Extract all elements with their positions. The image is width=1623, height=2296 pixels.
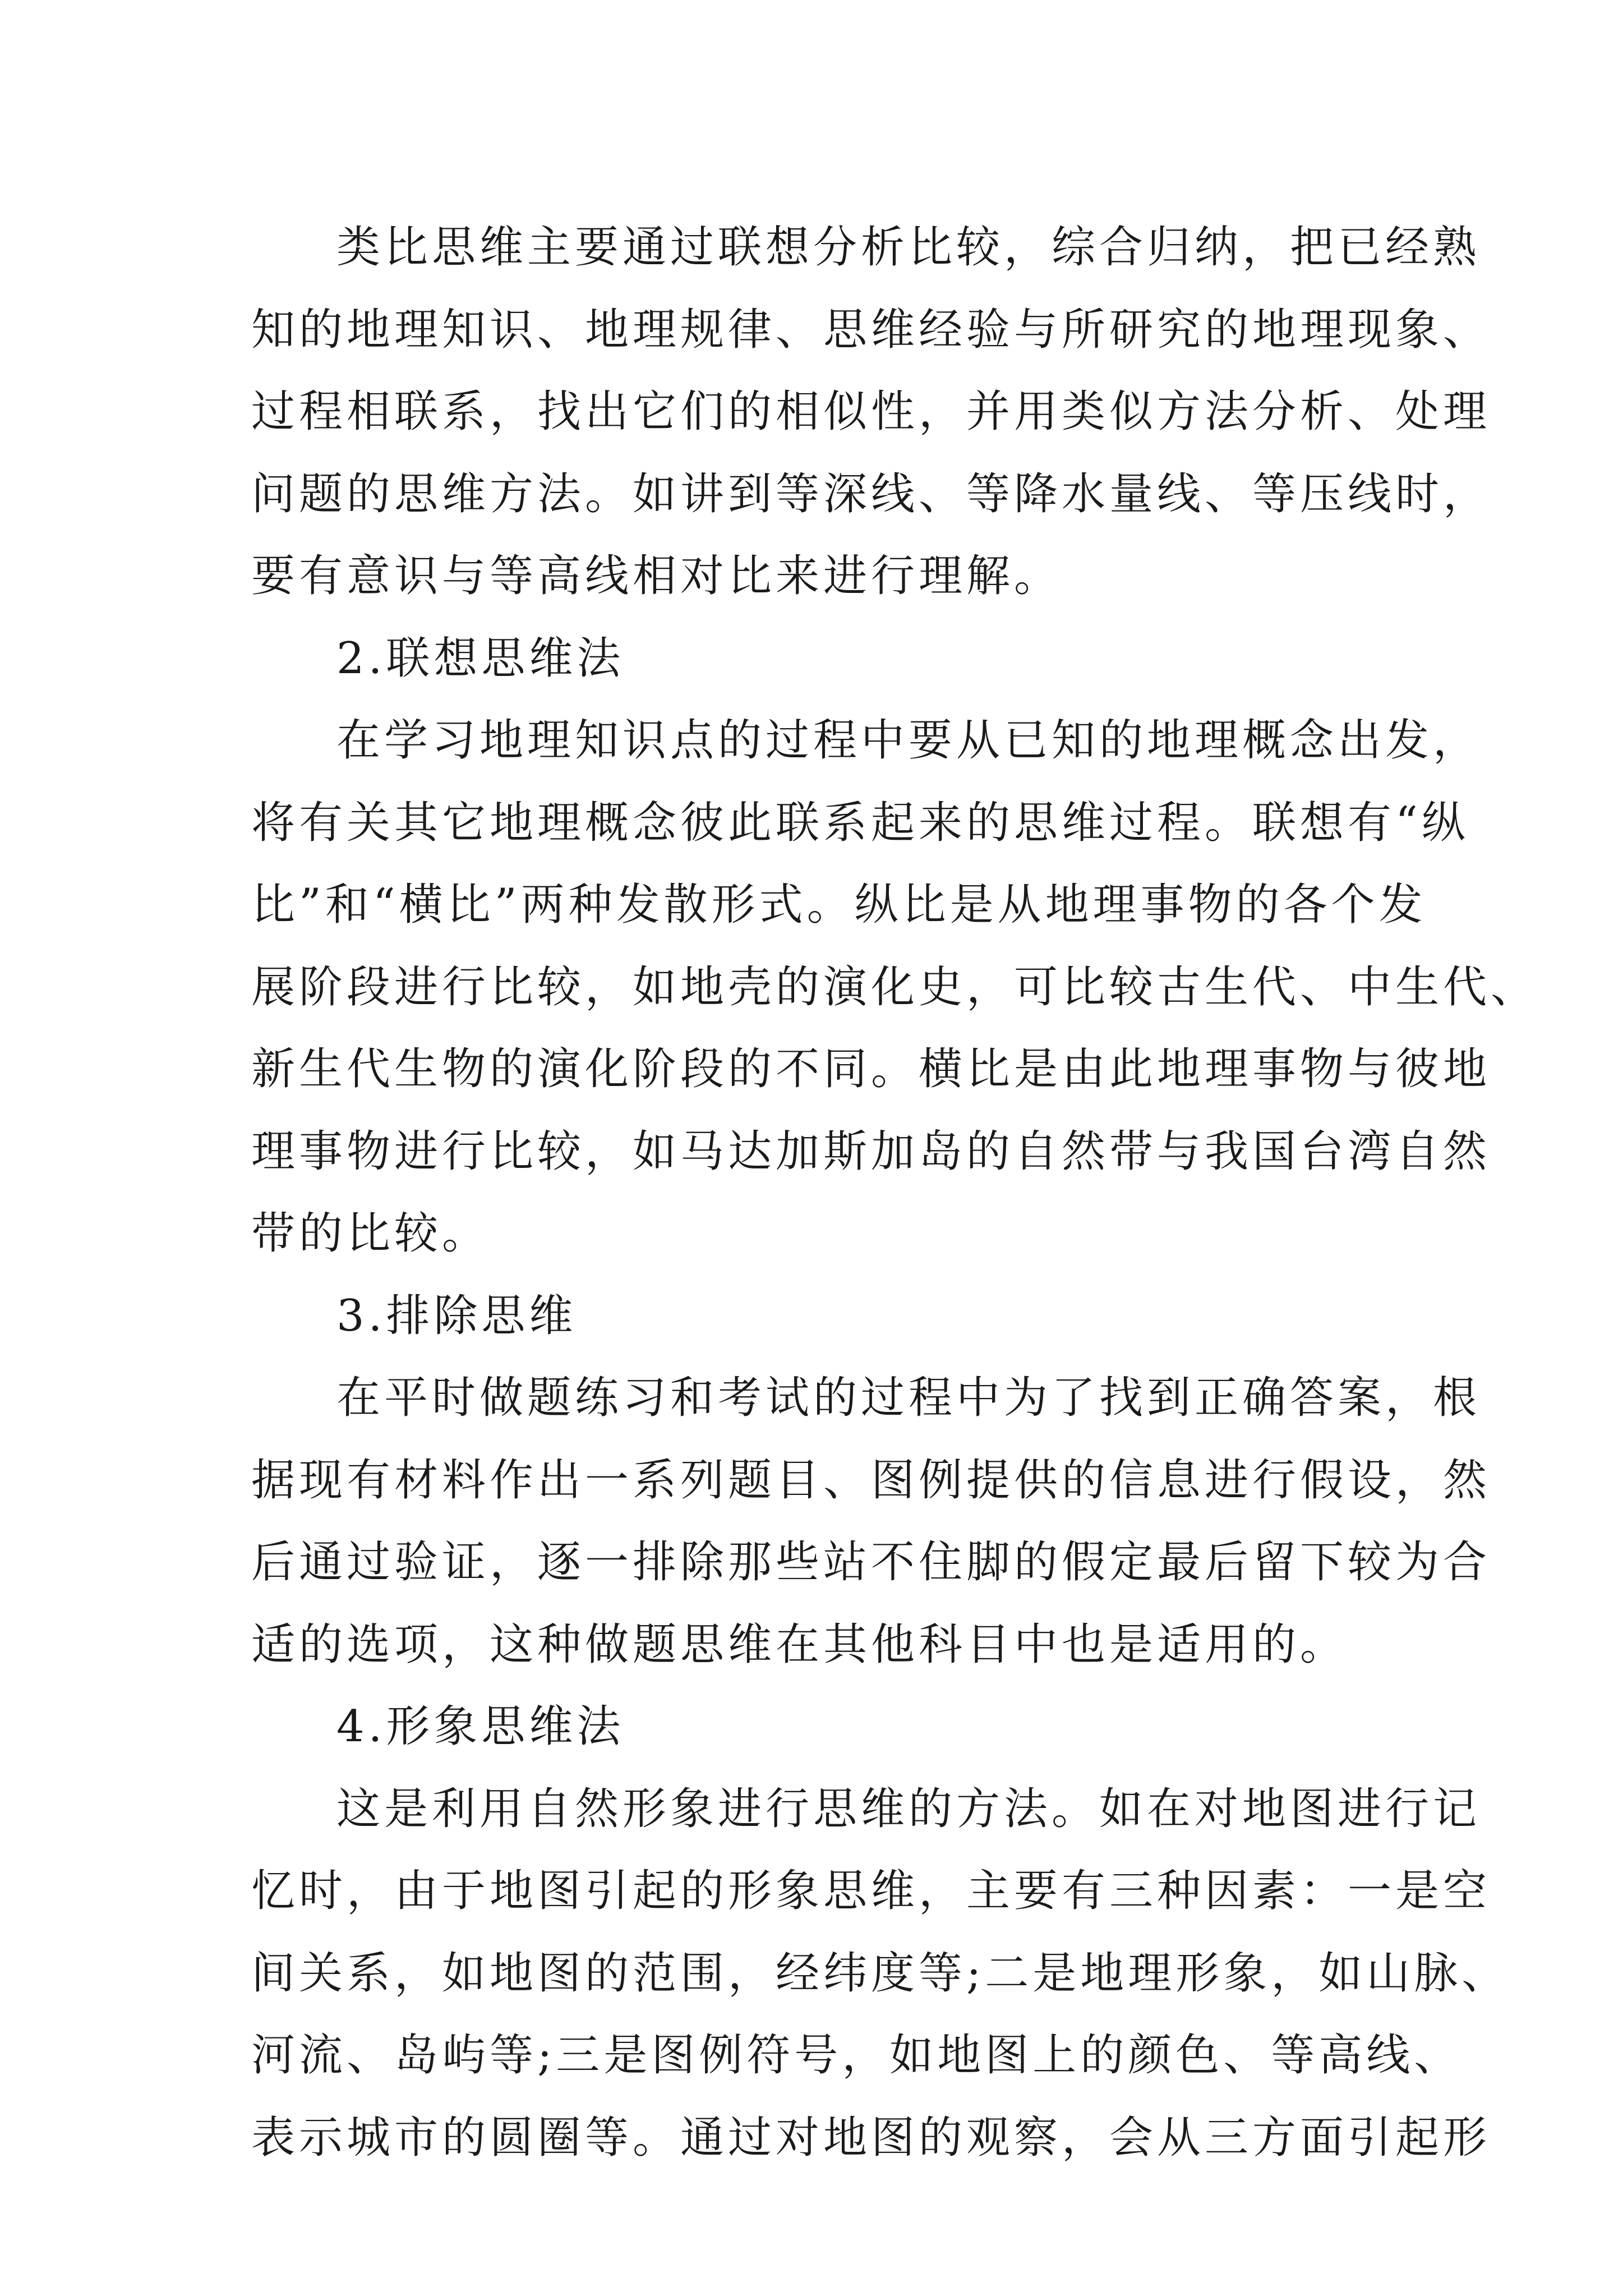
text-line: 要有意识与等高线相对比来进行理解。 bbox=[251, 551, 1062, 601]
text-line: 后通过验证，逐一排除那些站不住脚的假定最后留下较为合 bbox=[251, 1537, 1491, 1588]
paragraph-image-thinking bbox=[251, 1768, 1510, 2179]
text-line: 河流、岛屿等;三是图例符号，如地图上的颜色、等高线、 bbox=[251, 2030, 1462, 2081]
paragraph-analogy-thinking bbox=[251, 206, 1491, 618]
text-line: 问题的思维方法。如讲到等深线、等降水量线、等压线时， bbox=[251, 468, 1491, 519]
text-line: 知的地理知识、地理规律、思维经验与所研究的地理现象、 bbox=[251, 304, 1491, 355]
section-heading-elimination-thinking: 3.排除思维 bbox=[336, 1290, 577, 1341]
text-line: 在学习地理知识点的过程中要从已知的地理概念出发， bbox=[336, 715, 1481, 766]
document-body bbox=[251, 206, 1539, 2179]
text-line: 比”和“横比”两种发散形式。纵比是从地理事物的各个发 bbox=[251, 880, 1427, 930]
text-line: 将有关其它地理概念彼此联系起来的思维过程。联想有“纵 bbox=[251, 797, 1469, 848]
text-line: 展阶段进行比较，如地壳的演化史，可比较古生代、中生代、 bbox=[251, 961, 1539, 1013]
text-line: 适的选项，这种做题思维在其他科目中也是适用的。 bbox=[251, 1619, 1348, 1670]
text-line: 表示城市的圆圈等。通过对地图的观察，会从三方面引起形 bbox=[251, 2112, 1491, 2163]
paragraph-elimination-thinking bbox=[251, 1357, 1491, 1686]
text-line: 忆时，由于地图引起的形象思维，主要有三种因素：一是空 bbox=[251, 1866, 1491, 1916]
text-line: 在平时做题练习和考试的过程中为了找到正确答案，根 bbox=[336, 1373, 1481, 1423]
text-line: 间关系，如地图的范围，经纬度等;二是地理形象，如山脉、 bbox=[251, 1948, 1510, 1999]
paragraph-association-thinking bbox=[251, 700, 1539, 1275]
section-heading-image-thinking: 4.形象思维法 bbox=[336, 1701, 625, 1752]
text-line: 新生代生物的演化阶段的不同。横比是由此地理事物与彼地 bbox=[251, 1044, 1491, 1094]
text-line: 过程相联系，找出它们的相似性，并用类似方法分析、处理 bbox=[251, 386, 1491, 437]
text-line: 带的比较。 bbox=[251, 1208, 490, 1259]
text-line: 这是利用自然形象进行思维的方法。如在对地图进行记 bbox=[336, 1783, 1481, 1834]
text-line: 理事物进行比较，如马达加斯加岛的自然带与我国台湾自然 bbox=[251, 1126, 1491, 1177]
text-line: 类比思维主要通过联想分析比较，综合归纳，把已经熟 bbox=[336, 222, 1481, 273]
text-line: 据现有材料作出一系列题目、图例提供的信息进行假设，然 bbox=[251, 1455, 1491, 1506]
section-heading-association-thinking: 2.联想思维法 bbox=[336, 633, 625, 684]
